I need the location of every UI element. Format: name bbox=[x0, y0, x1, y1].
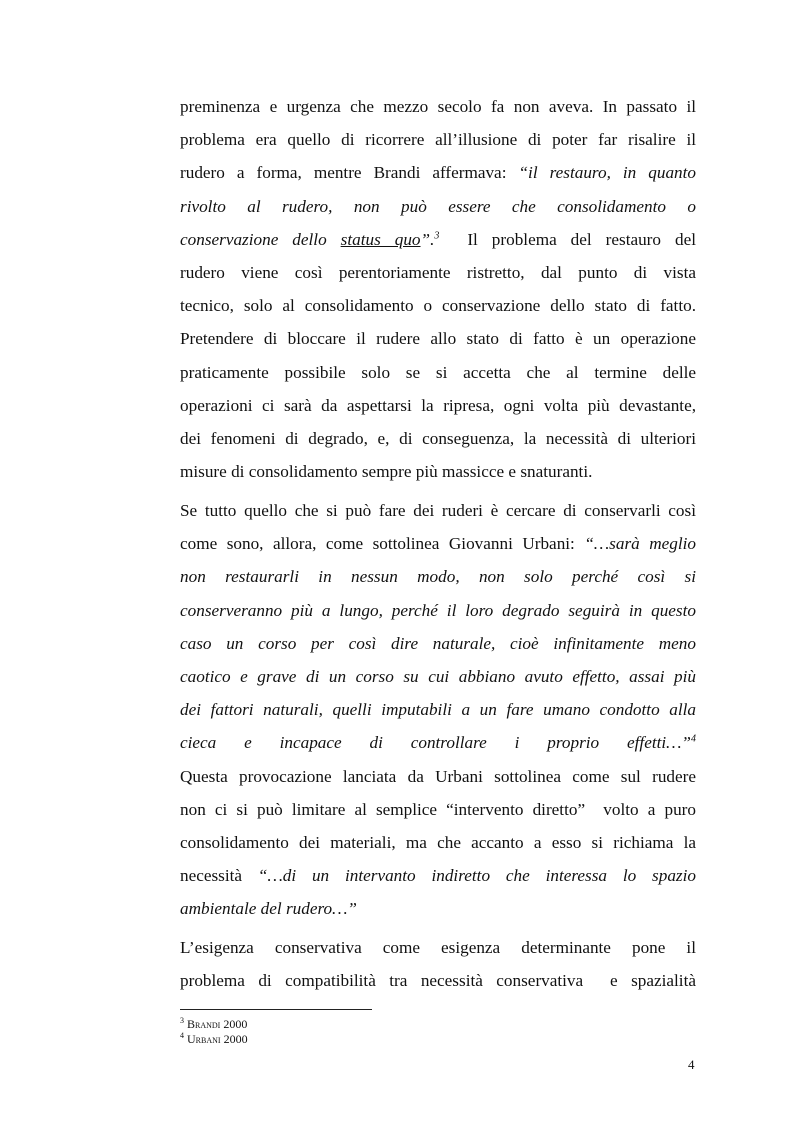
text-line: preminenza e urgenza che mezzo secolo fa non aveva. In passato il bbox=[180, 97, 696, 116]
text-line: misure di consolidamento sempre più massicce e snaturanti. bbox=[180, 462, 593, 482]
footnote-author: Brandi bbox=[187, 1017, 221, 1031]
text-line: Questa provocazione lanciata da Urbani sottolinea come sul rudere bbox=[180, 766, 696, 786]
quote-urbani-2: “…di un intervanto indiretto che interessa lo spazio bbox=[257, 866, 696, 886]
quote-brandi: rivolto al rudero, non può essere che consolidamento o bbox=[180, 196, 696, 216]
footnote-author: Urbani bbox=[187, 1032, 221, 1046]
footnote-year: 2000 bbox=[220, 1032, 248, 1046]
text-line: rudero a forma, mentre Brandi affermava: “il restauro, in quanto bbox=[180, 163, 696, 183]
quote-urbani: non restaurarli in nessun modo, non solo perché così si bbox=[180, 567, 696, 587]
text-line: rudero viene così perentoriamente ristretto, dal punto di vista bbox=[180, 262, 696, 282]
quote-urbani: dei fattori naturali, quelli imputabili a un fare umano condotto alla bbox=[180, 700, 696, 720]
footnote-ref-3[interactable]: 3 bbox=[434, 230, 440, 242]
quote-urbani: conserveranno più a lungo, perché il loro degrado seguirà in questo bbox=[180, 600, 696, 620]
text-line: consolidamento dei materiali, ma che accanto a esso si richiama la bbox=[180, 832, 696, 852]
footnote-number: 4 bbox=[180, 1031, 184, 1040]
text-line: tecnico, solo al consolidamento o conservazione dello stato di fatto. bbox=[180, 296, 696, 316]
quote-brandi-start: “il restauro, in quanto bbox=[518, 163, 696, 183]
text-line: L’esigenza conservativa come esigenza determinante pone il bbox=[180, 938, 696, 957]
text-line: Se tutto quello che si può fare dei ruderi è cercare di conservarli così bbox=[180, 501, 696, 520]
text-line: problema era quello di ricorrere all’illusione di poter far risalire il bbox=[180, 130, 696, 150]
page-number: 4 bbox=[688, 1057, 695, 1072]
text-line: necessità “…di un intervanto indiretto che interessa lo spazio bbox=[180, 866, 696, 886]
text-line: Pretendere di bloccare il rudere allo stato di fatto è un operazione bbox=[180, 329, 696, 349]
quote-urbani: caotico e grave di un corso su cui abbiano avuto effetto, assai più bbox=[180, 666, 696, 686]
quote-urbani: caso un corso per così dire naturale, cioè infinitamente meno bbox=[180, 633, 696, 653]
footnote-3 bbox=[180, 1017, 247, 1031]
paragraph-1 bbox=[180, 90, 696, 488]
quote-urbani: cieca e incapace di controllare i proprio effetti…”$^4$ bbox=[180, 733, 696, 753]
text-line: conservazione dello status quo”.$^3$ Il problema del restauro del bbox=[180, 229, 696, 249]
text-line: dei fenomeni di degrado, e, di conseguenza, la necessità di ulteriori bbox=[180, 428, 696, 448]
text-line: problema di compatibilità tra necessità conservativa e spazialità bbox=[180, 971, 696, 991]
paragraph-3 bbox=[180, 931, 696, 997]
footnote-4 bbox=[180, 1032, 248, 1046]
quote-urbani-start: “…sarà meglio bbox=[584, 534, 696, 554]
footnote-separator bbox=[180, 1009, 372, 1010]
text-line: non ci si può limitare al semplice “intervento diretto” volto a puro bbox=[180, 799, 696, 819]
text-line: come sono, allora, come sottolinea Giovanni Urbani: “…sarà meglio bbox=[180, 534, 696, 554]
quote-urbani-2: ambientale del rudero…” bbox=[180, 899, 357, 919]
text-line: operazioni ci sarà da aspettarsi la ripresa, ogni volta più devastante, bbox=[180, 395, 696, 415]
footnote-year: 2000 bbox=[220, 1017, 248, 1031]
paragraph-2 bbox=[180, 494, 696, 925]
footnote-ref-4[interactable]: 4 bbox=[691, 733, 696, 745]
footnote-number: 3 bbox=[180, 1016, 184, 1025]
text-line: praticamente possibile solo se si accetta che al termine delle bbox=[180, 362, 696, 382]
status-quo-term: status quo bbox=[340, 229, 421, 249]
